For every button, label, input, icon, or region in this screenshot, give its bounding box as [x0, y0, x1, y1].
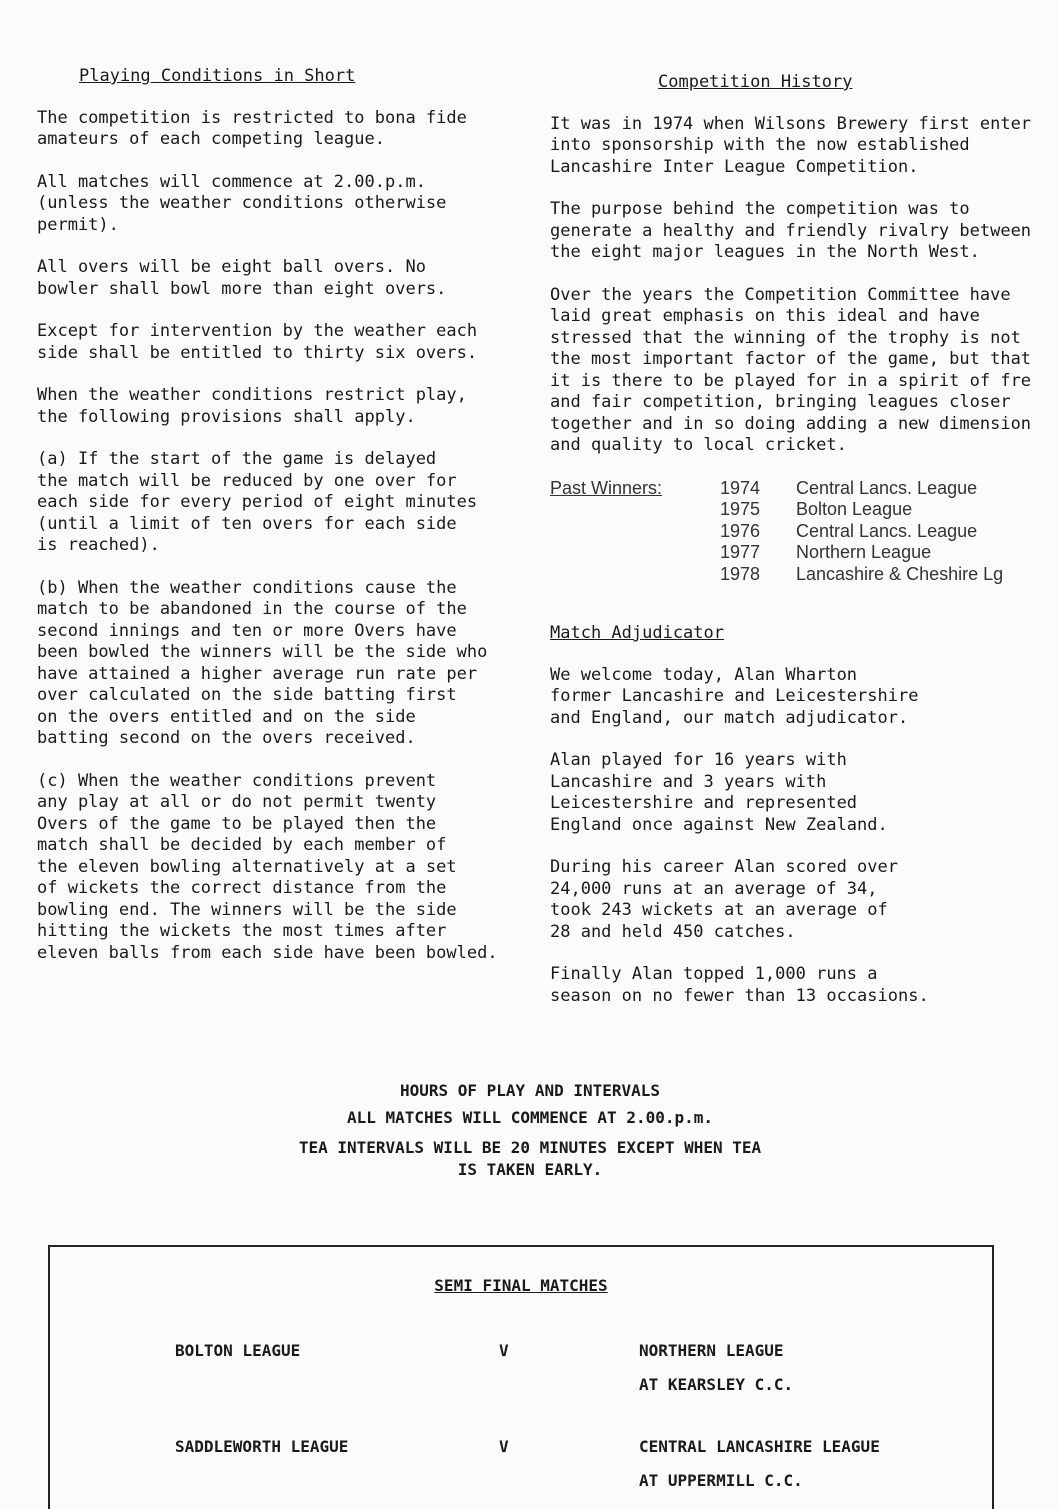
playing-conditions-column: [37, 66, 522, 985]
winner-year: 1975: [720, 499, 761, 519]
semi-final-title: [50, 1276, 992, 1295]
condition-paragraph: The competition is restricted to bona fide amateurs of each competing league.: [37, 107, 467, 149]
condition-paragraph: (c) When the weather conditions prevent any play at all or do not permit twenty Overs of the game to be played then the match shall be decided by each member of the eleven bowling alternatively at a set of wickets the correct distance from the bowling end. The winners will be the side hitting the wickets the most times after eleven balls from each side have been bowled.: [37, 770, 498, 963]
playing-conditions-heading: Playing Conditions in Short: [79, 66, 356, 86]
winner-year: 1974: [720, 477, 761, 498]
condition-paragraph: All overs will be eight ball overs. No bowler shall bowl more than eight overs.: [37, 257, 447, 299]
past-winners-label: Past Winners:: [550, 477, 663, 498]
match-away: CENTRAL LANCASHIRE LEAGUE: [639, 1437, 880, 1456]
match-vs: V: [499, 1437, 509, 1456]
history-column: [550, 72, 1058, 1028]
hours-commence: ALL MATCHES WILL COMMENCE AT 2.00.p.m.: [346, 1108, 714, 1127]
winner-league: Lancashire & Cheshire Lg: [796, 563, 1004, 584]
history-paragraph: The purpose behind the competition was to generate a healthy and friendly rivalry between the eight major leagues in the North West.: [550, 199, 1032, 262]
history-paragraph: Over the years the Competition Committee have laid great emphasis on this ideal and have stressed that the winning of the trophy is not the most important factor of the game, but that it is there to be played for in a spirit of fre and fair competition, bringing leagues closer together and in so doing adding a new dimension and quality to local cricket.: [550, 284, 1032, 455]
condition-paragraph: (b) When the weather conditions cause the match to be abandoned in the course of the second innings and ten or more Overs have been bowled the winners will be the side who have attained a higher average run rate per over calculated on the side batting first on the overs entitled and on the side batting second on the overs received.: [37, 577, 488, 748]
hours-of-play: [200, 1077, 860, 1181]
winner-league: Northern League: [796, 542, 932, 562]
match-venue: AT UPPERMILL C.C.: [639, 1471, 803, 1490]
hours-title: HOURS OF PLAY AND INTERVALS: [399, 1081, 661, 1100]
adjudicator-paragraph: Alan played for 16 years with Lancashire and 3 years with Leicestershire and represented England once against New Zealand.: [550, 750, 888, 835]
winner-year: 1978: [720, 563, 761, 584]
past-winners: [550, 478, 1058, 586]
winner-league: Central Lancs. League: [796, 477, 978, 498]
condition-paragraph: All matches will commence at 2.00.p.m. (unless the weather conditions otherwise permit).: [37, 171, 447, 235]
match-adjudicator-heading: Match Adjudicator: [550, 623, 724, 643]
winner-year: 1976: [720, 520, 761, 541]
condition-paragraph: Except for intervention by the weather each side shall be entitled to thirty six overs.: [37, 321, 478, 363]
winner-league: Bolton League: [796, 499, 913, 519]
adjudicator-paragraph: Finally Alan topped 1,000 runs a season on no fewer than 13 occasions.: [550, 964, 929, 1006]
match-vs: V: [499, 1341, 509, 1360]
match-home: SADDLEWORTH LEAGUE: [175, 1437, 349, 1456]
condition-paragraph: When the weather conditions restrict play, the following provisions shall apply.: [37, 385, 467, 427]
semi-final-box: [48, 1245, 994, 1509]
condition-paragraph: (a) If the start of the game is delayed the match will be reduced by one over for each side for every period of eight minutes (until a limit of ten overs for each side is reached).: [37, 449, 478, 555]
adjudicator-paragraph: We welcome today, Alan Wharton former Lancashire and Leicestershire and England, our match adjudicator.: [550, 664, 919, 728]
match-home: BOLTON LEAGUE: [175, 1341, 301, 1360]
winner-year: 1977: [720, 542, 761, 562]
adjudicator-paragraph: During his career Alan scored over 24,000 runs at an average of 34, took 243 wickets at an average of 28 and held 450 catches.: [550, 857, 898, 942]
hours-tea: TEA INTERVALS WILL BE 20 MINUTES EXCEPT WHEN TEA IS TAKEN EARLY.: [298, 1138, 762, 1179]
past-winners-list: [720, 478, 1003, 586]
semi-final-title-text: SEMI FINAL MATCHES: [434, 1276, 608, 1295]
match-venue: AT KEARSLEY C.C.: [639, 1375, 794, 1394]
match-away: NORTHERN LEAGUE: [639, 1341, 784, 1360]
winner-league: Central Lancs. League: [796, 520, 978, 541]
history-paragraph: It was in 1974 when Wilsons Brewery first enter into sponsorship with the now established Lancashire Inter League Competition.: [550, 113, 1032, 177]
competition-history-heading: Competition History: [658, 72, 853, 92]
